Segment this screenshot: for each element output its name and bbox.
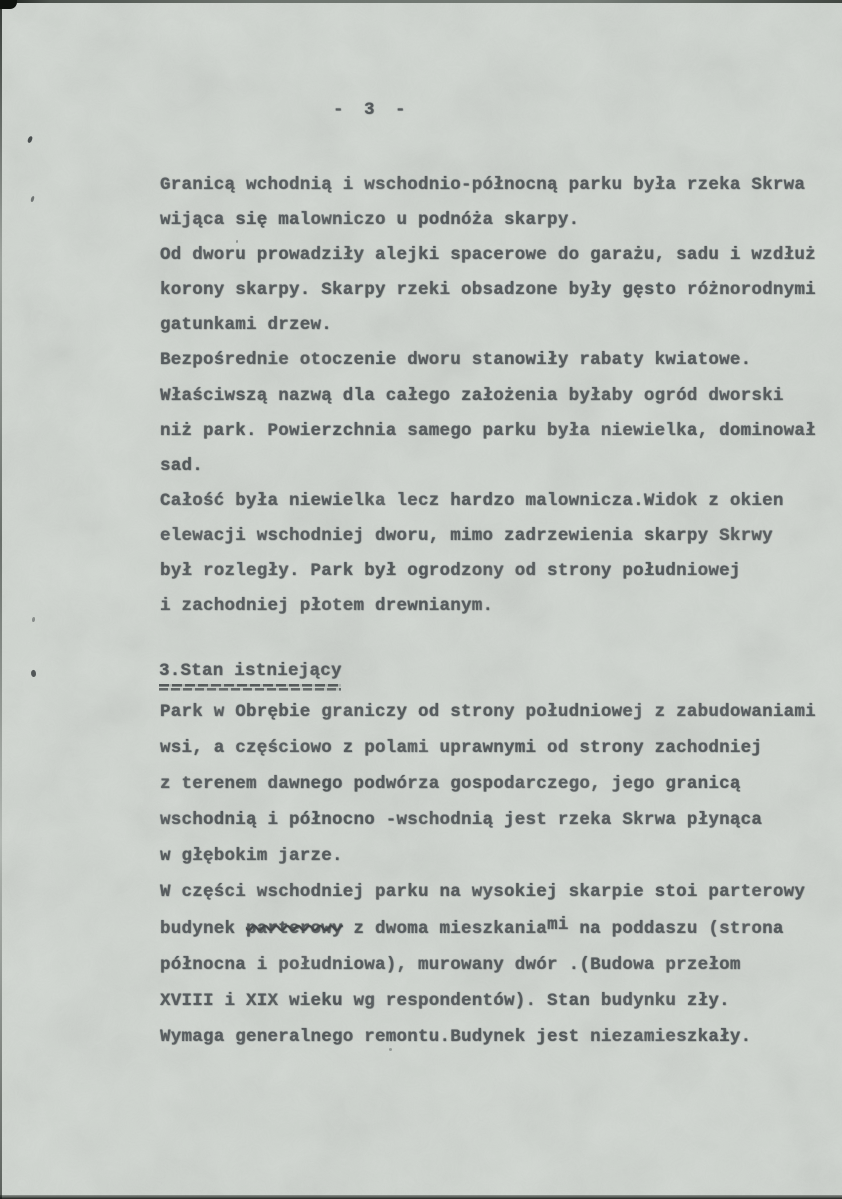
text-segment: XVIII i XIX wieku wg respondentów). Stan budynku zły. [160,990,730,1011]
heading-underline [159,684,341,691]
scan-edge-top [0,0,842,3]
text-segment: wsi, a częściowo z polami uprawnymi od strony zachodniej [160,738,763,759]
text-segment: sad. [160,455,204,476]
text-segment: w głębokim jarze. [160,846,343,867]
text-segment: gatunkami drzew. [160,315,333,336]
text-line [160,911,816,947]
text-segment: Bezpośrednie otoczenie dworu stanowiły rabaty kwiatowe. [160,350,752,371]
text-line [160,983,816,1019]
section-heading-text: 3.Stan istniejący [159,661,342,681]
text-line [160,343,816,378]
paper-speck [236,240,238,243]
scan-edge-left [0,0,2,1199]
text-line [160,730,816,766]
paper-speck [30,196,34,202]
scan-edge-bottom [0,1195,842,1199]
text-segment: na poddaszu (strona [568,918,784,939]
text-line [160,838,816,874]
text-segment: Właściwszą nazwą dla całego założenia byłaby ogród dworski [160,385,784,406]
text-line [160,203,816,238]
text-line [160,449,816,484]
text-line [160,694,816,730]
text-line [160,168,816,203]
text-segment: Wymaga generalnego remontu.Budynek jest niezamieszkały. [160,1026,752,1047]
text-segment: Park w Obrębie graniczy od strony południowej z zabudowaniami [160,702,816,722]
scan-corner-mark [0,0,17,9]
paper-speck [30,669,37,677]
struck-out-word: parterowy [246,918,343,939]
text-segment: Granicą wchodnią i wschodnio-północną parku była rzeka Skrwa [160,175,806,195]
text-segment: był rozległy. Park był ogrodzony od strony południowej [160,561,741,582]
text-line [160,874,816,910]
paragraph-block-2 [160,694,816,1055]
text-line [160,554,816,589]
text-segment: wschodnią i północno -wschodnią jest rzeka Skrwa płynąca [160,810,763,831]
text-line [160,273,816,308]
text-segment: mi [547,914,569,935]
text-line [160,414,816,449]
text-line [160,238,816,273]
paper-speck [27,136,33,144]
text-segment: budynek [160,918,247,939]
text-line [160,379,816,414]
paper-speck [389,1048,392,1051]
text-segment: i zachodniej płotem drewnianym. [160,596,494,617]
text-segment: północna i południowa), murowany dwór .(Budowa przełom [160,954,741,975]
text-line [160,802,816,838]
text-line [160,947,816,983]
text-line [160,308,816,343]
text-segment: z terenem dawnego podwórza gospodarczego, jego granicą [160,774,741,795]
text-segment: Od dworu prowadziły alejki spacerowe do garażu, sadu i wzdłuż [160,245,816,266]
text-segment: elewacji wschodniej dworu, mimo zadrzewienia skarpy Skrwy [160,525,773,546]
text-segment: wijąca się malowniczo u podnóża skarpy. [160,210,580,231]
text-segment: W części wschodniej parku na wysokiej skarpie stoi parterowy [160,882,806,903]
text-line [160,766,816,802]
text-line [160,1019,816,1055]
text-segment: Całość była niewielka lecz hardzo malownicza.Widok z okien [160,490,784,511]
text-line [160,484,816,519]
text-segment: z dwoma mieszkania [342,918,548,939]
page-number: - 3 - [333,100,411,120]
paper-speck [32,617,35,622]
text-line [160,519,816,554]
section-heading [159,659,342,691]
text-segment: niż park. Powierzchnia samego parku była niewielka, dominował [160,420,816,441]
paragraph-block-1 [160,168,816,624]
text-line [160,589,816,624]
text-segment: korony skarpy. Skarpy rzeki obsadzone były gęsto różnorodnymi [160,280,816,301]
